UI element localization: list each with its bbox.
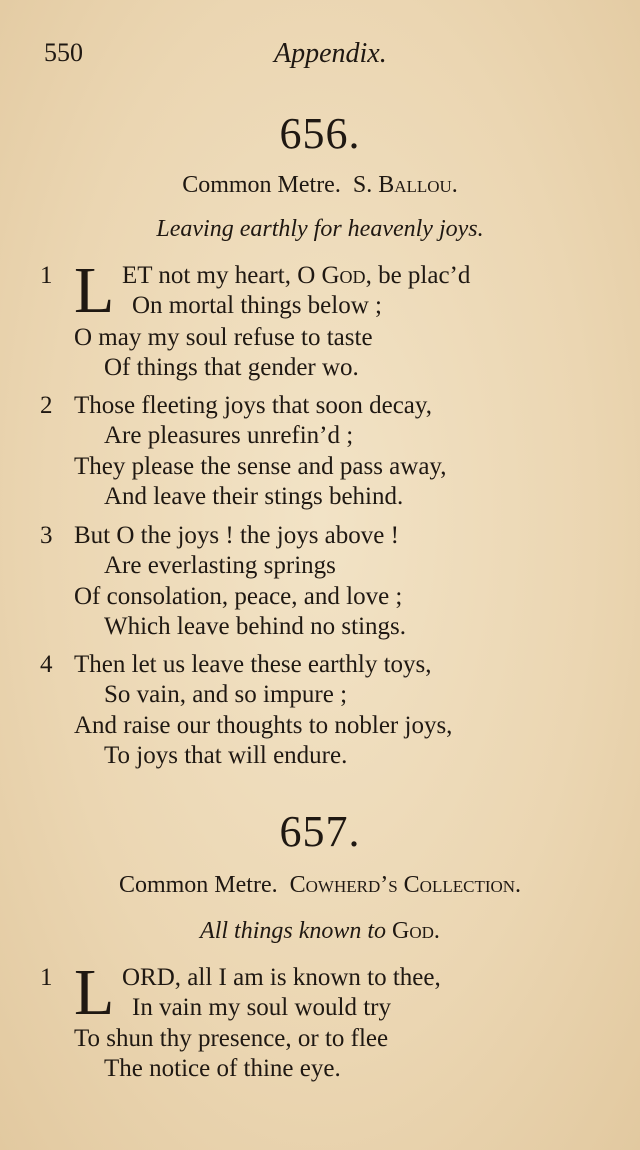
drop-cap: L <box>74 956 115 1029</box>
verse-line: Are pleasures unrefin’d ; <box>104 422 354 449</box>
verse-line: And leave their stings behind. <box>104 483 404 510</box>
verse-line: O may my soul refuse to taste <box>74 324 373 351</box>
hymn-meter: Common Metre. <box>118 872 278 898</box>
verse-line: In vain my soul would try <box>132 994 392 1021</box>
divine-name: God <box>321 262 366 289</box>
hymn-number-657: 657. <box>279 807 361 856</box>
hymn-meter-line-656 <box>0 172 640 199</box>
verse-line: And raise our thoughts to nobler joys, <box>74 712 453 739</box>
verse-line: Of consolation, peace, and love ; <box>74 583 403 610</box>
hymn-author: S. Ballou. <box>352 172 458 198</box>
verse-line <box>122 262 470 290</box>
hymn-author: Cowherd’s Collection. <box>289 872 522 898</box>
drop-cap: L <box>74 254 115 327</box>
verse-fragment: ET not my heart, O <box>122 262 316 289</box>
verse-line: Those fleeting joys that soon decay, <box>74 392 433 419</box>
hymn-meter: Common Metre. <box>182 172 341 198</box>
stanza-number: 3 <box>40 522 53 549</box>
verse-line: They please the sense and pass away, <box>74 453 447 480</box>
verse-line: But O the joys ! the joys above ! <box>74 522 399 549</box>
stanza-number: 2 <box>40 392 53 419</box>
verse-line: The notice of thine eye. <box>104 1055 341 1082</box>
verse-line: ORD, all I am is known to thee, <box>122 964 441 991</box>
verse-line: Are everlasting springs <box>104 552 336 579</box>
stanza-number: 1 <box>40 964 53 991</box>
hymn-meter-line-657 <box>0 872 640 899</box>
verse-line: On mortal things below ; <box>132 292 382 319</box>
verse-line: Which leave behind no stings. <box>104 613 407 640</box>
verse-line: To joys that will endure. <box>104 742 348 769</box>
section-title: Appendix. <box>274 38 387 69</box>
stanza-number: 4 <box>40 651 53 678</box>
divine-name: God. <box>392 918 440 944</box>
hymn-subtitle-657 <box>0 918 640 945</box>
hymn-subtitle-656: Leaving earthly for heavenly joys. <box>156 216 484 242</box>
verse-line: Then let us leave these earthly toys, <box>74 651 432 678</box>
verse-line: Of things that gender wo. <box>104 354 359 381</box>
stanza-number: 1 <box>40 262 53 289</box>
verse-fragment: , be plac’d <box>365 262 471 289</box>
subtitle-italic: All things known to <box>200 918 387 944</box>
verse-line: So vain, and so impure ; <box>104 681 348 708</box>
page-number: 550 <box>44 38 83 67</box>
running-head <box>44 38 596 78</box>
hymn-number-656: 656. <box>279 109 361 158</box>
verse-line: To shun thy presence, or to flee <box>74 1025 389 1052</box>
